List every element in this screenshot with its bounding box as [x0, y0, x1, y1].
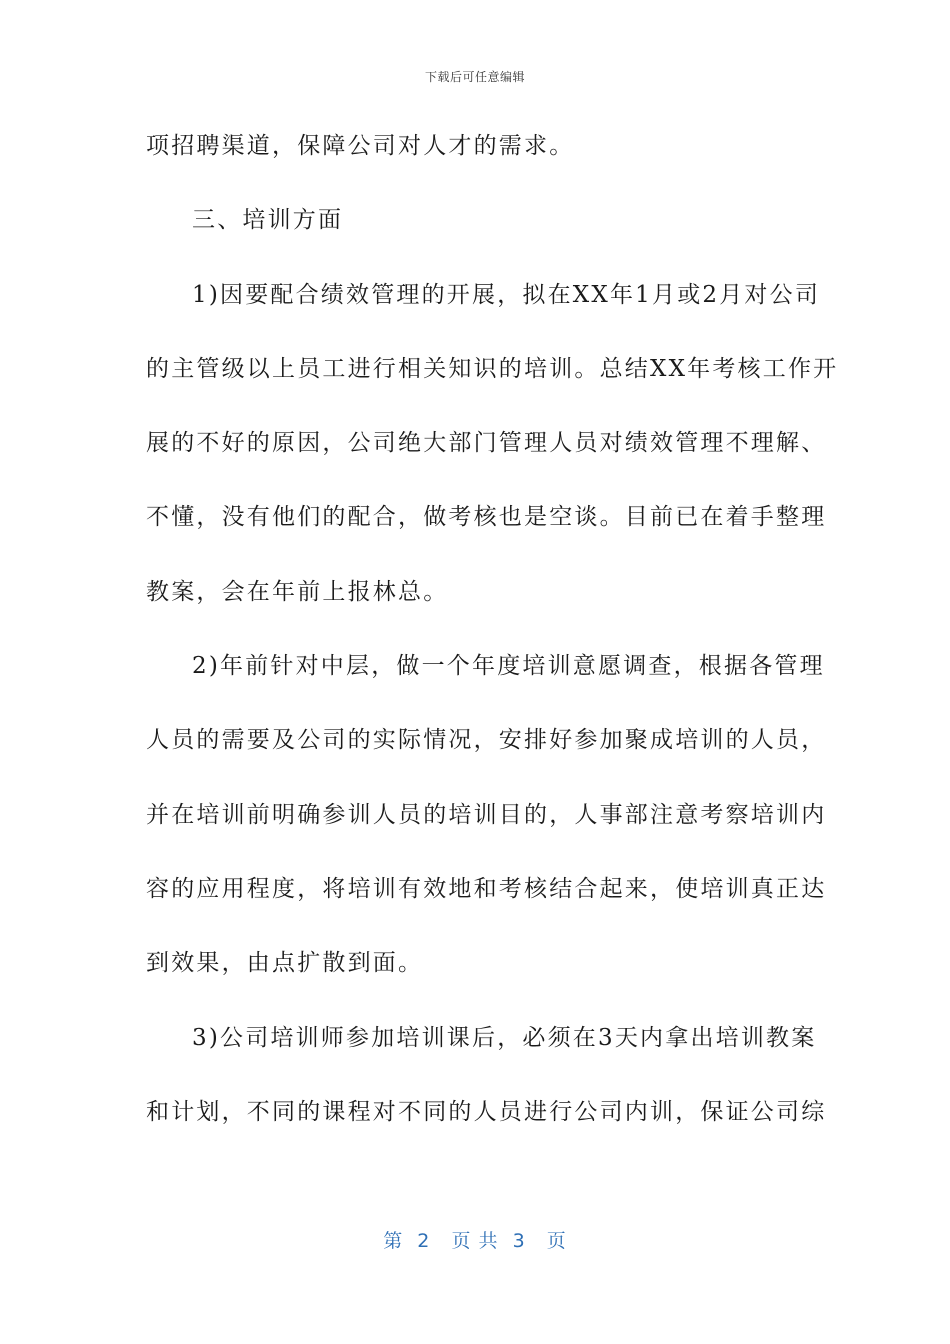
text-line: 容的应用程度，将培训有效地和考核结合起来，使培训真正达 — [146, 875, 827, 902]
text-line: 不懂，没有他们的配合，做考核也是空谈。目前已在着手整理 — [146, 504, 827, 531]
text-line: 到效果，由点扩散到面。 — [146, 950, 424, 977]
text-line: 2)年前针对中层，做一个年度培训意愿调查，根据各管理 — [192, 653, 825, 680]
text-line: 并在培训前明确参训人员的培训目的，人事部注意考察培训内 — [146, 801, 827, 828]
text-line: 和计划，不同的课程对不同的人员进行公司内训，保证公司综 — [146, 1098, 827, 1125]
section-heading: 三、培训方面 — [192, 207, 344, 234]
text-line: 3)公司培训师参加培训课后，必须在3天内拿出培训教案 — [192, 1024, 817, 1051]
page-header: 下载后可任意编辑 — [424, 70, 525, 84]
page-footer — [0, 1226, 950, 1253]
text-line: 展的不好的原因，公司绝大部门管理人员对绩效管理不理解、 — [146, 430, 827, 457]
text-line: 项招聘渠道，保障公司对人才的需求。 — [146, 133, 575, 159]
page-number-label: 第 2 页 共 3 页 — [383, 1230, 567, 1252]
text-line: 教案，会在年前上报林总。 — [146, 578, 449, 605]
document-body — [146, 128, 839, 1168]
text-line: 的主管级以上员工进行相关知识的培训。总结XX年考核工作开 — [146, 355, 839, 382]
text-line: 人员的需要及公司的实际情况，安排好参加聚成培训的人员， — [146, 727, 827, 754]
text-line: 1)因要配合绩效管理的开展，拟在XX年1月或2月对公司 — [192, 281, 821, 308]
